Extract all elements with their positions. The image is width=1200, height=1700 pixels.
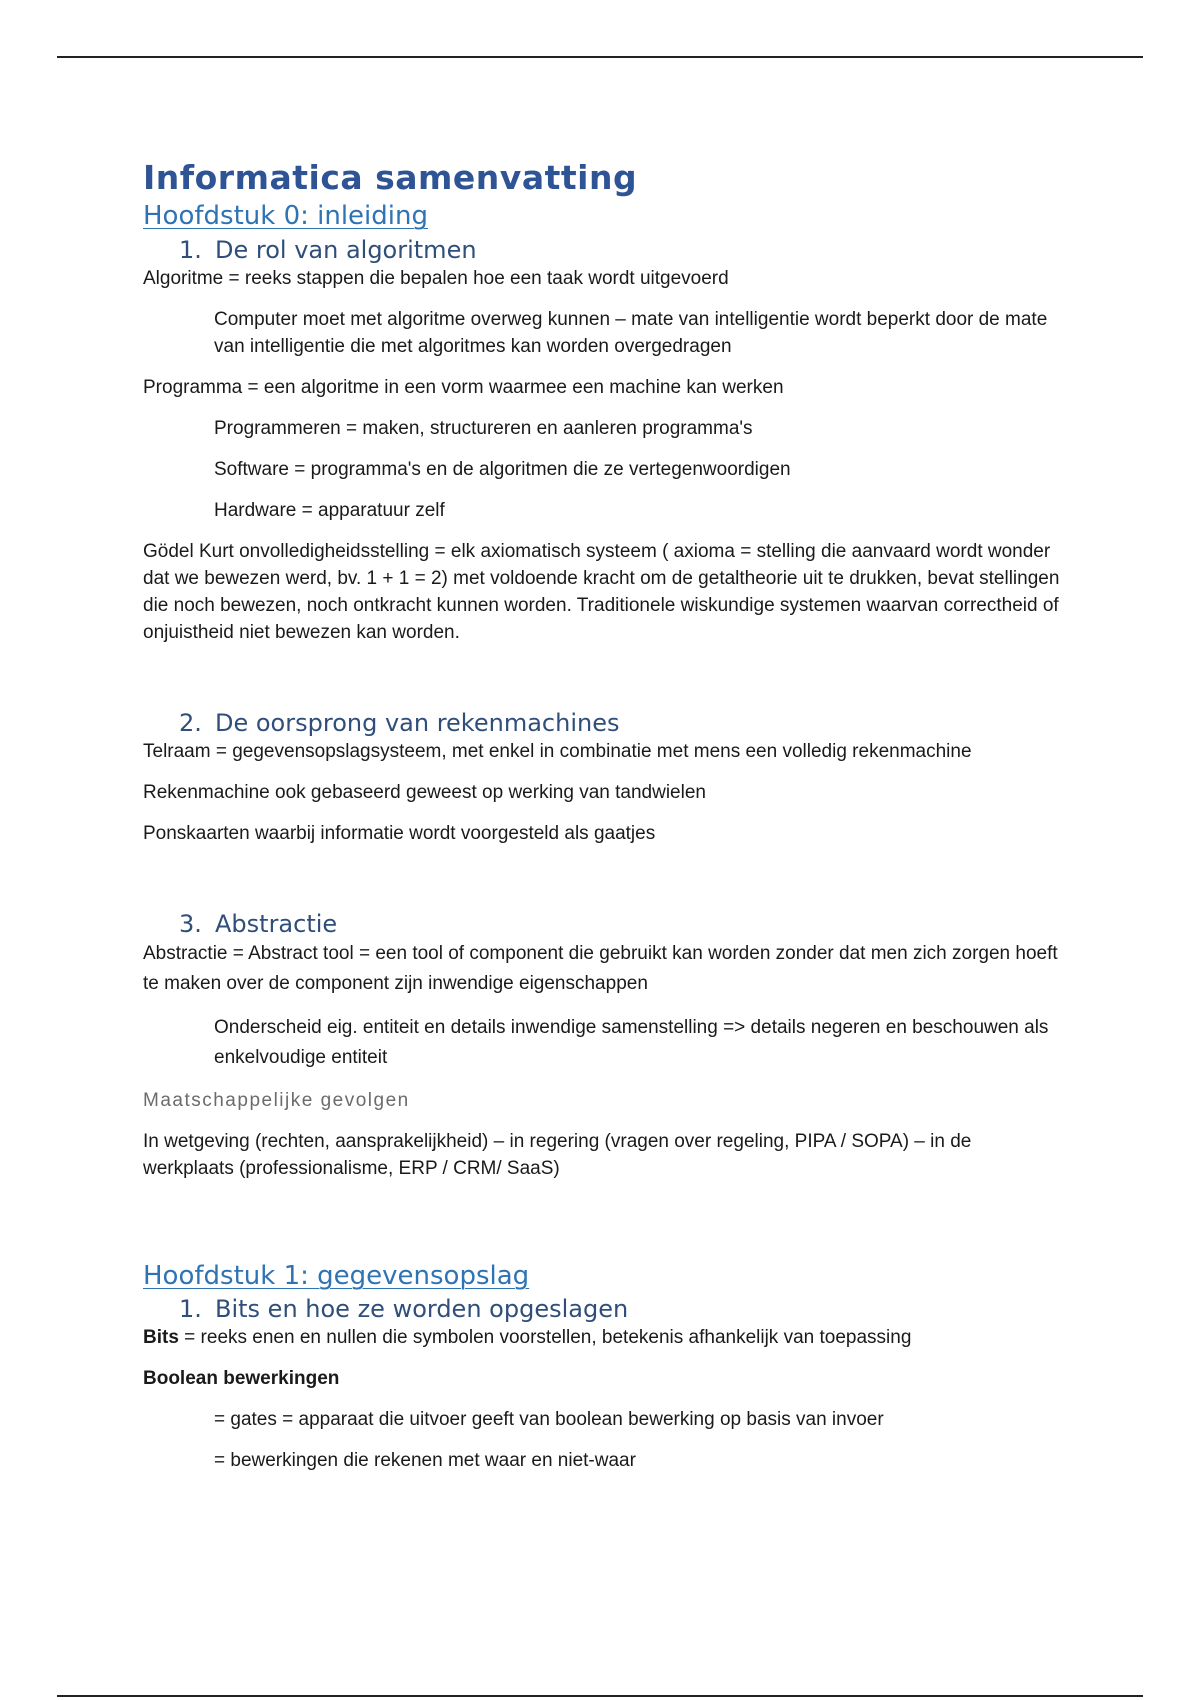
paragraph-algoritme: Algoritme = reeks stappen die bepalen hoe een taak wordt uitgevoerd [143, 267, 729, 289]
boolean-label: Boolean bewerkingen [143, 1368, 340, 1390]
paragraph-computer: Computer moet met algoritme overweg kunnen – mate van intelligentie wordt beperkt door de mate van intelligentie die met algoritmes kan worden overgedragen [214, 308, 1048, 357]
paragraph-gates: = gates = apparaat die uitvoer geeft van boolean bewerking op basis van invoer [214, 1409, 884, 1431]
bits-label: Bits [143, 1327, 179, 1349]
paragraph-boolean-label [143, 1365, 1063, 1392]
subheading-maatschappelijke-gevolgen: Maatschappelijke gevolgen [143, 1089, 410, 1111]
paragraph-onderscheid: Onderscheid eig. entiteit en details inwendige samenstelling => details negeren en beschouwen als enkelvoudige entiteit [214, 1016, 1049, 1068]
paragraph-programmeren: Programmeren = maken, structureren en aanleren programma's [214, 417, 753, 439]
document-title: Informatica samenvatting [143, 158, 638, 197]
paragraph-hardware: Hardware = apparatuur zelf [214, 499, 445, 521]
section-title: Abstractie [215, 909, 338, 938]
section-title: Bits en hoe ze worden opgeslagen [215, 1295, 629, 1324]
paragraph-godel: Gödel Kurt onvolledigheidsstelling = elk axiomatisch systeem ( axioma = stelling die aanvaard wordt wonder dat we bewezen werd, bv. 1 + 1 = 2) met voldoende kracht om de getaltheorie uit te drukken, bevat stellingen die noch bewezen, noch ontkracht kunnen worden. Traditionele wiskundige systemen waarvan correctheid of onjuistheid niet bewezen kan worden. [143, 540, 1060, 643]
paragraph-telraam: Telraam = gegevensopslagsysteem, met enkel in combinatie met mens een volledig rekenmachine [143, 740, 972, 762]
section-number: 1. [179, 1295, 202, 1324]
footer-rule [57, 1695, 1143, 1697]
section-heading-rol-algoritmen [179, 235, 1063, 265]
section-heading-abstractie [179, 909, 1063, 939]
section-number: 1. [179, 235, 202, 264]
paragraph-bewerkingen: = bewerkingen die rekenen met waar en niet-waar [214, 1450, 636, 1472]
bits-text: = reeks enen en nullen die symbolen voorstellen, betekenis afhankelijk van toepassing [178, 1327, 912, 1349]
section-heading-bits [179, 1294, 1063, 1324]
paragraph-abstractie: Abstractie = Abstract tool = een tool of component die gebruikt kan worden zonder dat men zich zorgen hoeft te maken over de component zijn inwendige eigenschappen [143, 942, 1058, 994]
chapter-1-heading: Hoofdstuk 1: gegevensopslag [143, 1260, 530, 1291]
section-number: 2. [179, 708, 202, 737]
section-number: 3. [179, 909, 202, 938]
paragraph-software: Software = programma's en de algoritmen die ze vertegenwoordigen [214, 458, 791, 480]
paragraph-wetgeving: In wetgeving (rechten, aansprakelijkheid) – in regering (vragen over regeling, PIPA / SOPA) – in de werkplaats (professionalisme, ERP / CRM/ SaaS) [143, 1130, 972, 1179]
chapter-0-heading: Hoofdstuk 0: inleiding [143, 201, 428, 232]
paragraph-bits [143, 1324, 1063, 1351]
document-page [143, 160, 1063, 1474]
paragraph-rekenmachine: Rekenmachine ook gebaseerd geweest op werking van tandwielen [143, 781, 706, 803]
section-title: De oorsprong van rekenmachines [215, 708, 620, 737]
section-heading-oorsprong [179, 708, 1063, 738]
paragraph-programma: Programma = een algoritme in een vorm waarmee een machine kan werken [143, 376, 784, 398]
paragraph-ponskaarten: Ponskaarten waarbij informatie wordt voorgesteld als gaatjes [143, 822, 656, 844]
header-rule [57, 56, 1143, 58]
section-title: De rol van algoritmen [215, 235, 477, 264]
